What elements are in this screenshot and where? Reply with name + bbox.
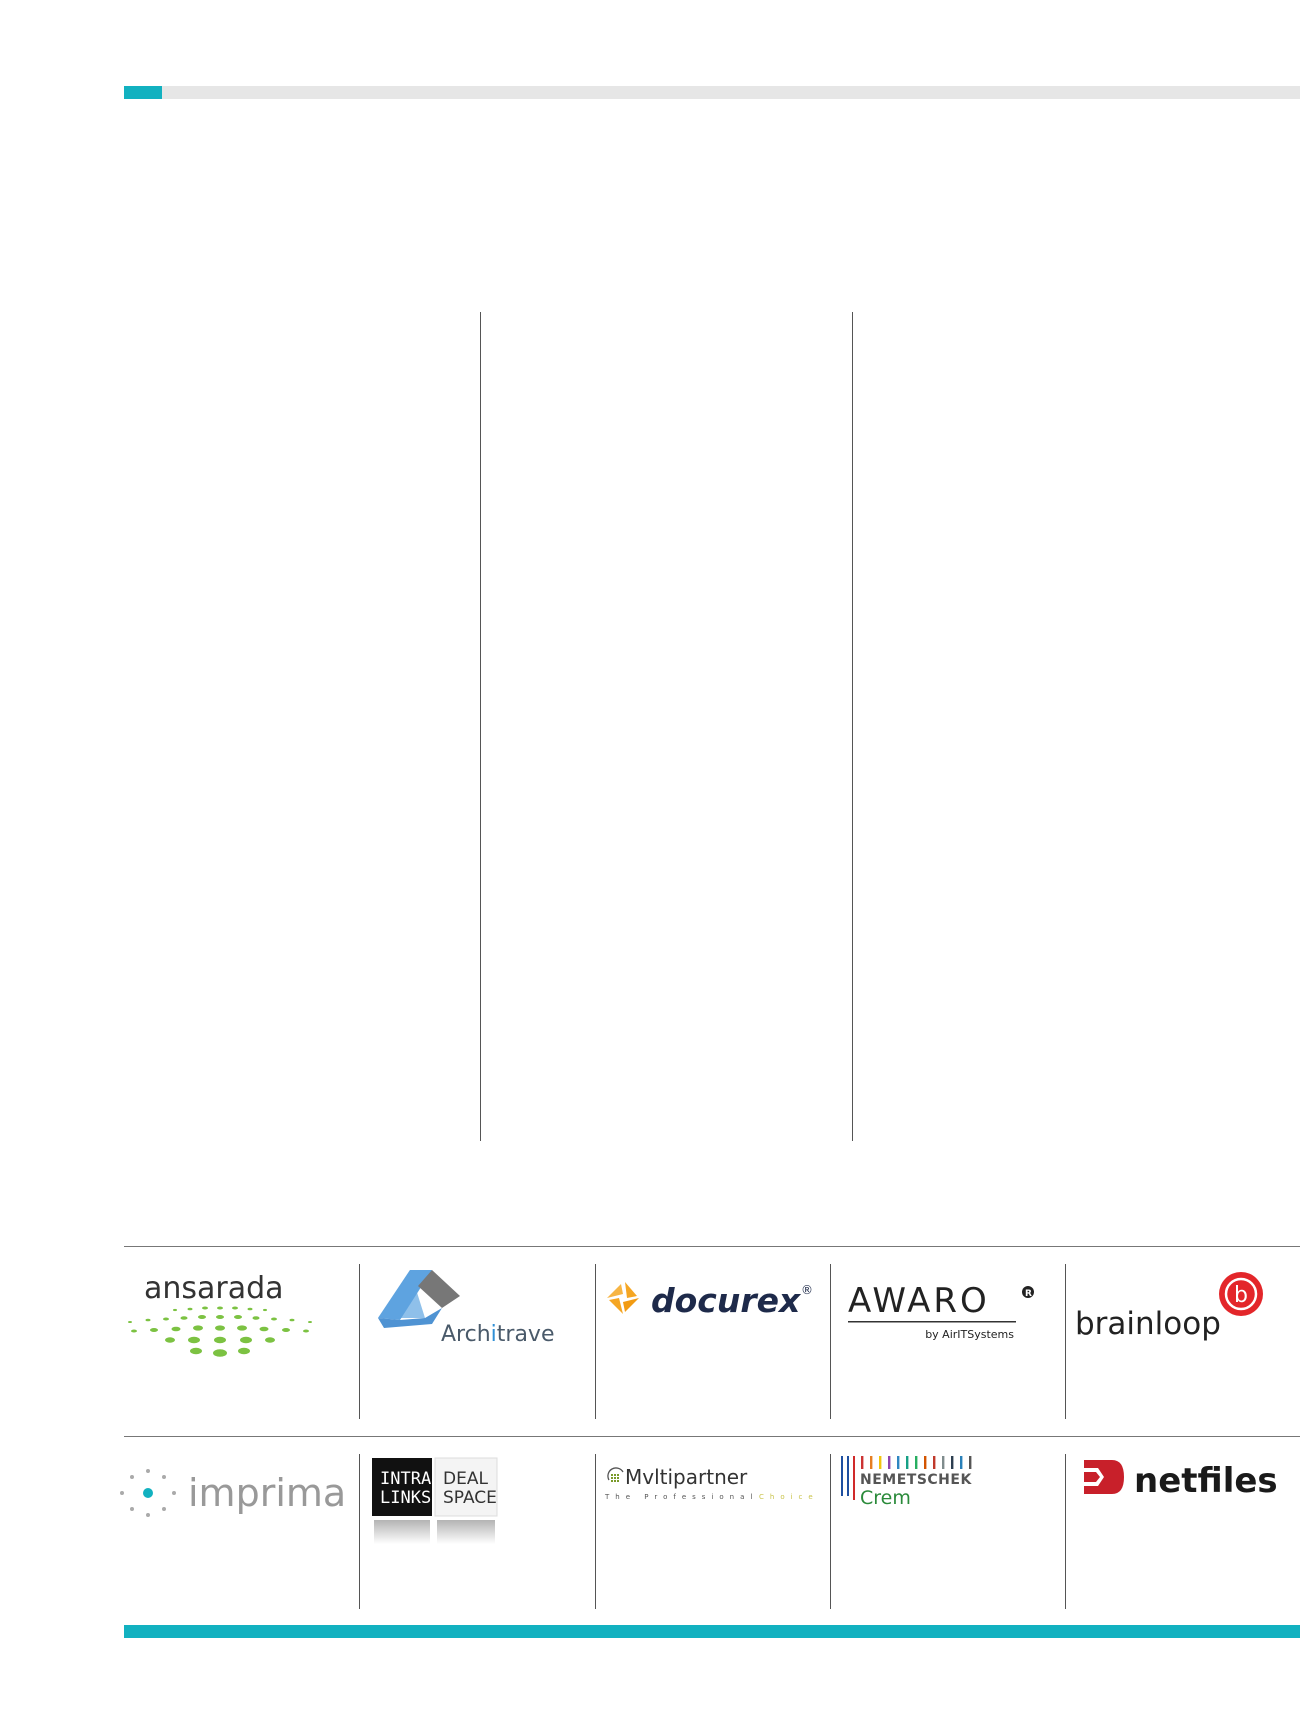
imprima-wordmark: imprima	[188, 1471, 347, 1515]
multipartner-logo	[603, 1466, 818, 1511]
netfiles-logo	[1082, 1458, 1282, 1508]
awaro-wordmark: AWARO	[848, 1281, 990, 1321]
logo-grid-top-rule	[124, 1246, 1300, 1247]
dealspace-reflection	[437, 1520, 495, 1544]
awaro-logo	[848, 1280, 1048, 1350]
logo-separator	[1065, 1264, 1066, 1419]
registered-mark-icon: ®	[801, 1283, 813, 1297]
multipartner-tagline-a: The Professional	[605, 1493, 759, 1501]
architrave-wordmark-c: trave	[496, 1322, 555, 1347]
nemetschek-wordmark: NEMETSCHEK	[860, 1472, 972, 1488]
intralinks-line-2: LINKS	[380, 1488, 432, 1508]
intralinks-dealspace-logo	[372, 1458, 506, 1548]
registered-mark-icon	[1022, 1286, 1034, 1299]
docurex-wordmark: docurex	[651, 1281, 801, 1320]
architrave-triangle-icon	[378, 1270, 460, 1328]
multipartner-wordmark: Mvltipartner	[625, 1465, 748, 1489]
svg-text:R: R	[1025, 1289, 1032, 1299]
multipartner-grid-icon	[608, 1468, 623, 1482]
logo-separator	[359, 1264, 360, 1419]
intralinks-reflection	[374, 1520, 430, 1544]
bottom-bar	[124, 1625, 1300, 1638]
dealspace-line-2: SPACE	[443, 1488, 497, 1508]
top-bar-accent	[124, 86, 162, 99]
top-bar-track	[124, 86, 1300, 99]
logo-grid-middle-rule	[124, 1436, 1300, 1437]
logo-separator	[595, 1454, 596, 1609]
crem-wordmark: Crem	[860, 1487, 911, 1509]
logo-separator	[830, 1454, 831, 1609]
nemetschek-crem-logo	[840, 1454, 1010, 1514]
logo-separator	[359, 1454, 360, 1609]
intralinks-line-1: INTRA	[380, 1469, 432, 1489]
ansarada-logo	[120, 1268, 325, 1363]
dealspace-line-1: DEAL	[443, 1469, 488, 1489]
multipartner-tagline-b: Choice	[759, 1493, 819, 1501]
brainloop-wordmark: brainloop	[1075, 1306, 1221, 1342]
brainloop-badge-icon	[1219, 1272, 1263, 1316]
architrave-wordmark-b: i	[490, 1322, 497, 1347]
ansarada-dots-icon	[128, 1307, 312, 1357]
netfiles-wordmark: netfiles	[1134, 1461, 1278, 1501]
architrave-logo	[370, 1268, 565, 1358]
column-divider-2	[852, 312, 853, 1141]
imprima-dots-icon	[120, 1469, 176, 1517]
docurex-logo	[603, 1276, 823, 1336]
logo-separator	[830, 1264, 831, 1419]
brainloop-badge-letter: b	[1234, 1283, 1248, 1308]
logo-separator	[595, 1264, 596, 1419]
logo-separator	[1065, 1454, 1066, 1609]
awaro-underline	[848, 1321, 1016, 1323]
svg-text:Architrave	[441, 1322, 555, 1347]
docurex-diamond-icon	[607, 1282, 639, 1314]
netfiles-arrow-icon	[1084, 1460, 1124, 1494]
ansarada-wordmark: ansarada	[144, 1271, 284, 1306]
brainloop-logo	[1073, 1268, 1273, 1348]
awaro-byline: by AirITSystems	[925, 1328, 1014, 1341]
imprima-logo	[118, 1468, 347, 1528]
column-divider-1	[480, 312, 481, 1141]
architrave-wordmark-a: Arch	[441, 1322, 491, 1347]
